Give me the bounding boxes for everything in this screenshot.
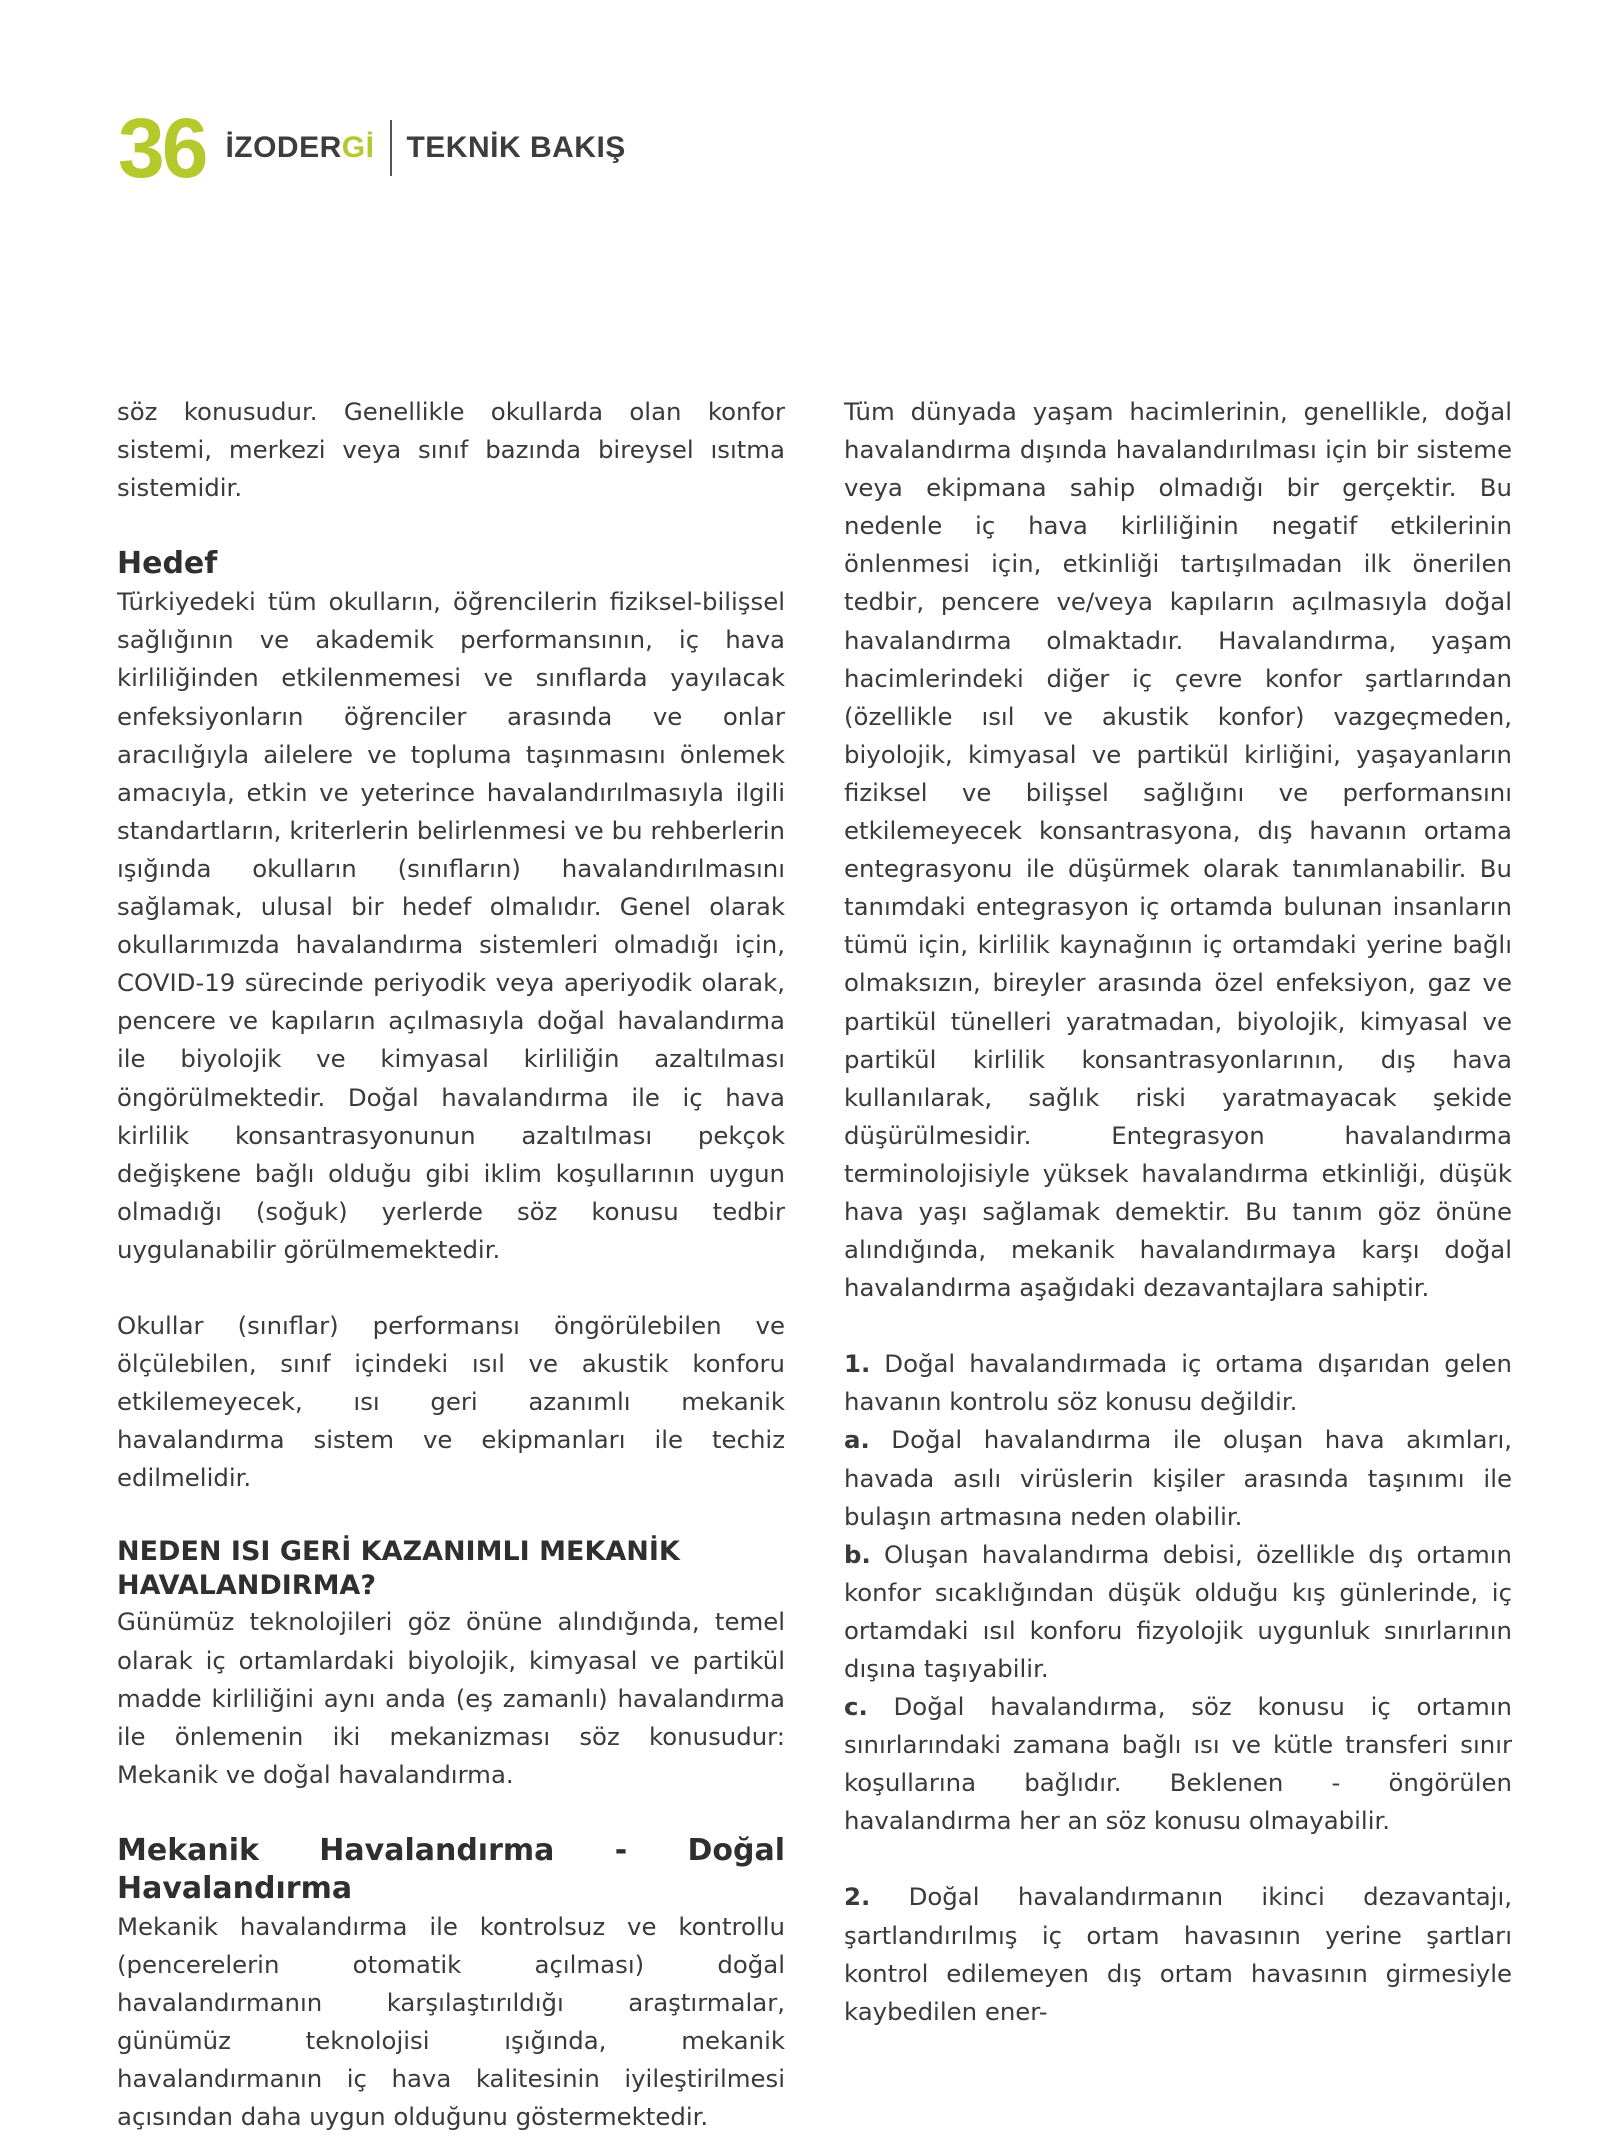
intro-paragraph: söz konusudur. Genellikle okullarda olan konfor sistemi, merkezi veya sınıf bazında bireysel ısıtma sistemidir.	[117, 397, 785, 503]
heading-hedef: Hedef	[117, 546, 218, 582]
list-label: 2.	[844, 1882, 871, 1912]
hedef-paragraph: Türkiyedeki tüm okulların, öğrencilerin fiziksel-bilişsel sağlığının ve akademik performansının, iç hava kirliliğinden etkilenmemesi ve sınıflarda yayılacak enfeksiyonların öğrenciler arasında ve onlar aracılığıyla ailelere ve topluma taşınmasını önlemek amacıyla, etkin ve yeterince havalandırılmasıyla ilgili standartların, kriterlerin belirlenmesi ve bu rehberlerin ışığında okulların (sınıfların) havalandırılmasını sağlamak, ulusal bir hedef olmalıdır. Genel olarak okullarımızda havalandırma sistemleri olmadığı için, COVID-19 sürecinde periyodik veya aperiyodik olarak, pencere ve kapıların açılmasıyla doğal havalandırma ile biyolojik ve kimyasal kirliliğin azaltılması öngörülmektedir. Doğal havalandırma ile iç hava kirlilik konsantrasyonunun azaltılması pekçok değişkene bağlı olduğu gibi iklim koşullarının uygun olmadığı (soğuk) yerlerde söz konusu tedbir uygulanabilir görülmemektedir.	[117, 587, 785, 1264]
list-label: b.	[844, 1539, 871, 1569]
magazine-name-accent: Gİ	[341, 131, 375, 164]
right-column	[844, 393, 1512, 2031]
list-text: Doğal havalandırmada iç ortama dışarıdan gelen havanın kontrolu söz konusu değildir.	[844, 1349, 1512, 1417]
list-item-b	[844, 1536, 1512, 1688]
list-text: Oluşan havalandırma debisi, özellikle dış ortamın konfor sıcaklığından düşük olduğu kış günlerinde, iç ortamdaki ısıl konforu fizyolojik uygunluk sınırlarının dışına taşıyabilir.	[844, 1539, 1512, 1683]
list-label: c.	[844, 1692, 868, 1722]
list-text: Doğal havalandırma, söz konusu iç ortamın sınırlarındaki zamana bağlı ısı ve kütle transferi sınır koşullarına bağlıdır. Beklenen - öngörülen havalandırma her an söz konusu olmayabilir.	[844, 1692, 1512, 1836]
page-header	[118, 101, 626, 195]
list-item-1	[844, 1345, 1512, 1421]
why-paragraph: Günümüz teknolojileri göz önüne alındığında, temel olarak iç ortamlardaki biyolojik, kimyasal ve partikül madde kirliliğini aynı anda (eş zamanlı) havalandırma ile önlemenin iki mekanizması söz konusudur: Mekanik ve doğal havalandırma.	[117, 1607, 785, 1789]
world-paragraph: Tüm dünyada yaşam hacimlerinin, genellikle, doğal havalandırma dışında havalandırılması için bir sisteme veya ekipmana sahip olmadığı bir gerçektir. Bu nedenle iç hava kirliliğinin negatif etkilerinin önlenmesi için, etkinliği tartışılmadan ilk önerilen tedbir, pencere ve/veya kapıların açılmasıyla doğal havalandırma olmaktadır. Havalandırma, yaşam hacimlerindeki diğer iç çevre konfor şartlarından (özellikle ısıl ve akustik konfor) vazgeçmeden, biyolojik, kimyasal ve partikül kirliğini, yaşayanların fiziksel ve bilişsel sağlığını ve performansını etkilemeyecek konsantrasyona, dış havanın ortama entegrasyonu ile düşürmek olarak tanımlanabilir. Bu tanımdaki entegrasyon iç ortamda bulunan insanların tümü için, kirlilik kaynağının iç ortamdaki yerine bağlı olmaksızın, bireyler arasında özel enfeksiyon, gaz ve partikül tünelleri yaratmadan, biyolojik, kimyasal ve partikül kirlilik konsantrasyonlarının, dış hava kullanılarak, sağlık riski yaratmayacak şekide düşürülmesidir. Entegrasyon havalandırma terminolojisiyle yüksek havalandırma etkinliği, düşük hava yaşı sağlamak demektir. Bu tanım göz önüne alındığında, mekanik havalandırmaya karşı doğal havalandırma aşağıdaki dezavantajlara sahiptir.	[844, 397, 1512, 1303]
page-number: 36	[118, 101, 206, 195]
magazine-name-main: İZODER	[225, 131, 342, 164]
left-column	[117, 393, 785, 2136]
heading-mechanical: Mekanik Havalandırma - Doğal Havalandırma	[117, 1832, 785, 1906]
list-text: Doğal havalandırma ile oluşan hava akımları, havada asılı virüslerin kişiler arasında taşınımı ile bulaşın artmasına neden olabilir.	[844, 1425, 1512, 1531]
header-divider	[390, 120, 392, 176]
list-label: a.	[844, 1425, 870, 1455]
list-item-a	[844, 1421, 1512, 1535]
list-item-2	[844, 1878, 1512, 2030]
list-label: 1.	[844, 1349, 871, 1379]
section-name: TEKNİK BAKIŞ	[406, 131, 626, 164]
heading-why: NEDEN ISI GERİ KAZANIMLI MEKANİK HAVALANDIRMA?	[117, 1536, 680, 1602]
list-text: Doğal havalandırmanın ikinci dezavantajı, şartlandırılmış iç ortam havasının yerine şartları kontrol edilemeyen dış ortam havasının girmesiyle kaybedilen ener-	[844, 1882, 1512, 2026]
mechanical-paragraph: Mekanik havalandırma ile kontrolsuz ve kontrollu (pencerelerin otomatik açılması) doğal havalandırmanın karşılaştırıldığı araştırmalar, günümüz teknolojisi ışığında, mekanik havalandırmanın iç hava kalitesinin iyileştirilmesi açısından daha uygun olduğunu göstermektedir.	[117, 1911, 785, 2132]
magazine-name	[225, 131, 374, 165]
classes-paragraph: Okullar (sınıflar) performansı öngörülebilen ve ölçülebilen, sınıf içindeki ısıl ve akustik konforu etkilemeyecek, ısı geri azanımlı mekanik havalandırma sistem ve ekipmanları ile techiz edilmelidir.	[117, 1310, 785, 1493]
list-item-c	[844, 1688, 1512, 1840]
